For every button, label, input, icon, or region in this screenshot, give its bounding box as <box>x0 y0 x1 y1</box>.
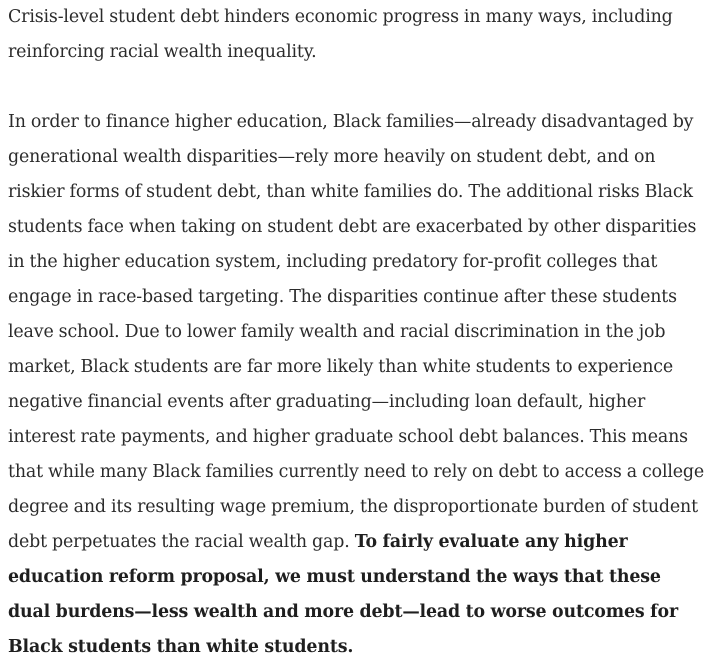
body-paragraph-text: In order to finance higher education, Black families—already disadvantaged by generational wealth disparities—rely more heavily on student debt, and on riskier forms of student debt, than white families do. The additional risks Black students face when taking on student debt are exacerbated by other disparities in the higher education system, including predatory for-profit colleges that engage in race-based targeting. The disparities continue after these students leave school. Due to lower family wealth and racial discrimination in the job market, Black students are far more likely than white students to experience negative financial events after graduating—including loan default, higher interest rate payments, and higher graduate school debt balances. This means that while many Black families currently need to rely on debt to access a college degree and its resulting wage premium, the disproportionate burden of student debt perpetuates the racial wealth gap. <box>8 112 705 552</box>
article-body <box>8 0 708 665</box>
emphasis-text: To fairly evaluate any higher education reform proposal, we must understand the ways that these dual burdens—less wealth and more debt—lead to worse outcomes for Black students than white students. <box>8 532 678 657</box>
intro-paragraph: Crisis-level student debt hinders economic progress in many ways, including reinforcing racial wealth inequality. <box>8 7 673 62</box>
body-paragraph <box>8 105 708 665</box>
